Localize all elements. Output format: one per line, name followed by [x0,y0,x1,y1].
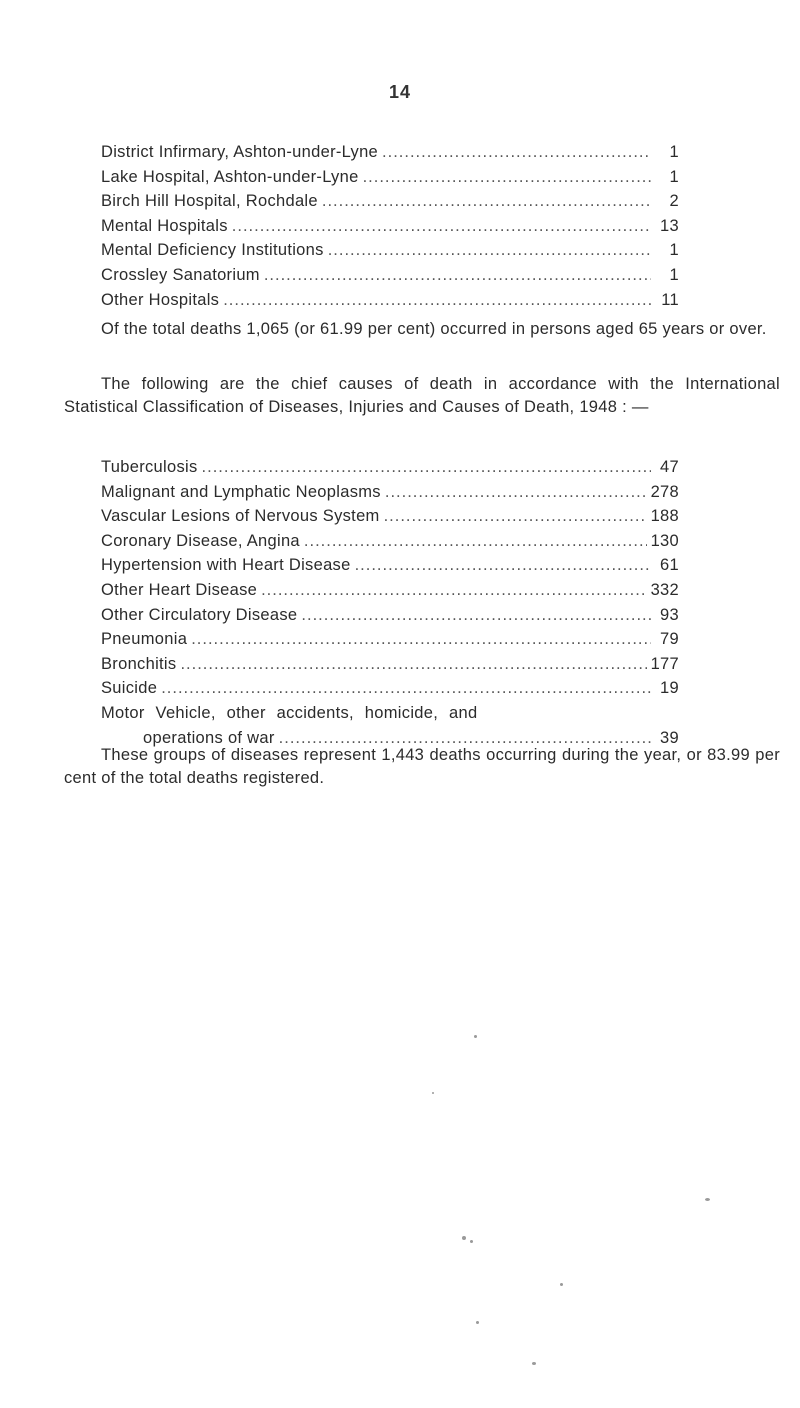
dot-leader [232,214,651,239]
item-value: 79 [660,630,679,649]
dot-leader [223,288,651,313]
list-item [101,627,679,652]
dot-leader [180,652,646,677]
list-item [101,504,679,529]
item-value: 332 [650,580,679,599]
causes-intro-paragraph: The following are the chief causes of death in accordance with the International Statistical Classification of Diseases, Injuries and Causes of Death, 1948 : — [64,375,780,416]
dot-leader [355,553,651,578]
item-label: Lake Hospital, Ashton-under-Lyne [101,167,359,186]
item-label: Malignant and Lymphatic Neoplasms [101,482,381,501]
scan-speck [474,1035,477,1038]
item-label: Tuberculosis [101,458,198,476]
item-value: 278 [650,482,679,501]
item-label: Mental Deficiency Institutions [101,241,324,260]
scan-speck [532,1362,536,1365]
item-label: Crossley Sanatorium [101,265,260,284]
dot-leader [384,504,647,529]
scan-speck [470,1240,473,1243]
list-item [101,603,679,628]
dot-leader [363,165,651,190]
dot-leader [264,263,651,288]
item-value: 13 [660,216,679,235]
item-label: Other Hospitals [101,290,220,309]
item-value: 1 [669,167,679,186]
scan-speck [705,1198,710,1201]
item-value: 19 [660,679,679,698]
scan-speck [462,1236,466,1240]
dot-leader [191,627,651,652]
list-item [101,288,679,313]
list-item [101,553,679,578]
item-label: Birch Hill Hospital, Rochdale [101,192,318,211]
dot-leader [322,189,651,214]
item-value: 61 [660,556,679,575]
list-item [101,165,679,190]
list-item [101,529,679,554]
summary-paragraph: These groups of diseases represent 1,443 deaths occurring during the year, or 83.99 per cent of the total deaths registered. [64,746,780,787]
list-item [101,652,679,677]
item-value: 188 [650,507,679,526]
item-label-line2: operations of war [143,728,275,747]
item-label: Bronchitis [101,654,177,673]
item-value: 1 [669,241,679,260]
item-label: Suicide [101,679,158,698]
item-label: Mental Hospitals [101,216,228,235]
item-label-line1: Motor Vehicle, other accidents, homicide, and [101,703,478,722]
list-item [101,455,679,480]
dot-leader [161,676,651,701]
item-value: 93 [660,605,679,624]
list-item [101,140,679,165]
list-item [101,701,679,750]
item-value: 11 [661,290,679,309]
item-label: Hypertension with Heart Disease [101,556,351,575]
item-value: 177 [650,654,679,673]
dot-leader [301,603,651,628]
item-label: Pneumonia [101,630,188,649]
scan-speck [560,1283,563,1286]
item-value: 39 [660,728,679,747]
item-label: Vascular Lesions of Nervous System [101,507,380,526]
item-value: 2 [669,192,679,211]
item-label: District Infirmary, Ashton-under-Lyne [101,143,379,161]
item-label: Other Circulatory Disease [101,605,298,624]
dot-leader [382,140,651,165]
list-item [101,578,679,603]
item-label: Other Heart Disease [101,580,258,599]
item-value: 1 [669,143,679,161]
list-item [101,263,679,288]
item-value: 47 [660,458,679,476]
list-item [101,189,679,214]
dot-leader [261,578,646,603]
page-number: 14 [388,82,412,102]
scan-speck [432,1092,434,1094]
dot-leader [202,455,651,480]
list-item [101,214,679,239]
item-value: 1 [669,265,679,284]
list-item [101,238,679,263]
dot-leader [385,480,647,505]
scan-speck [476,1321,479,1324]
hospital-deaths-list [101,140,679,312]
list-item [101,676,679,701]
list-item [101,480,679,505]
causes-of-death-list [101,455,679,750]
dot-leader [304,529,647,554]
aged-deaths-paragraph: Of the total deaths 1,065 (or 61.99 per cent) occurred in persons aged 65 years or over. [101,320,767,338]
item-value: 130 [650,531,679,550]
dot-leader [328,238,651,263]
item-label: Coronary Disease, Angina [101,531,300,550]
